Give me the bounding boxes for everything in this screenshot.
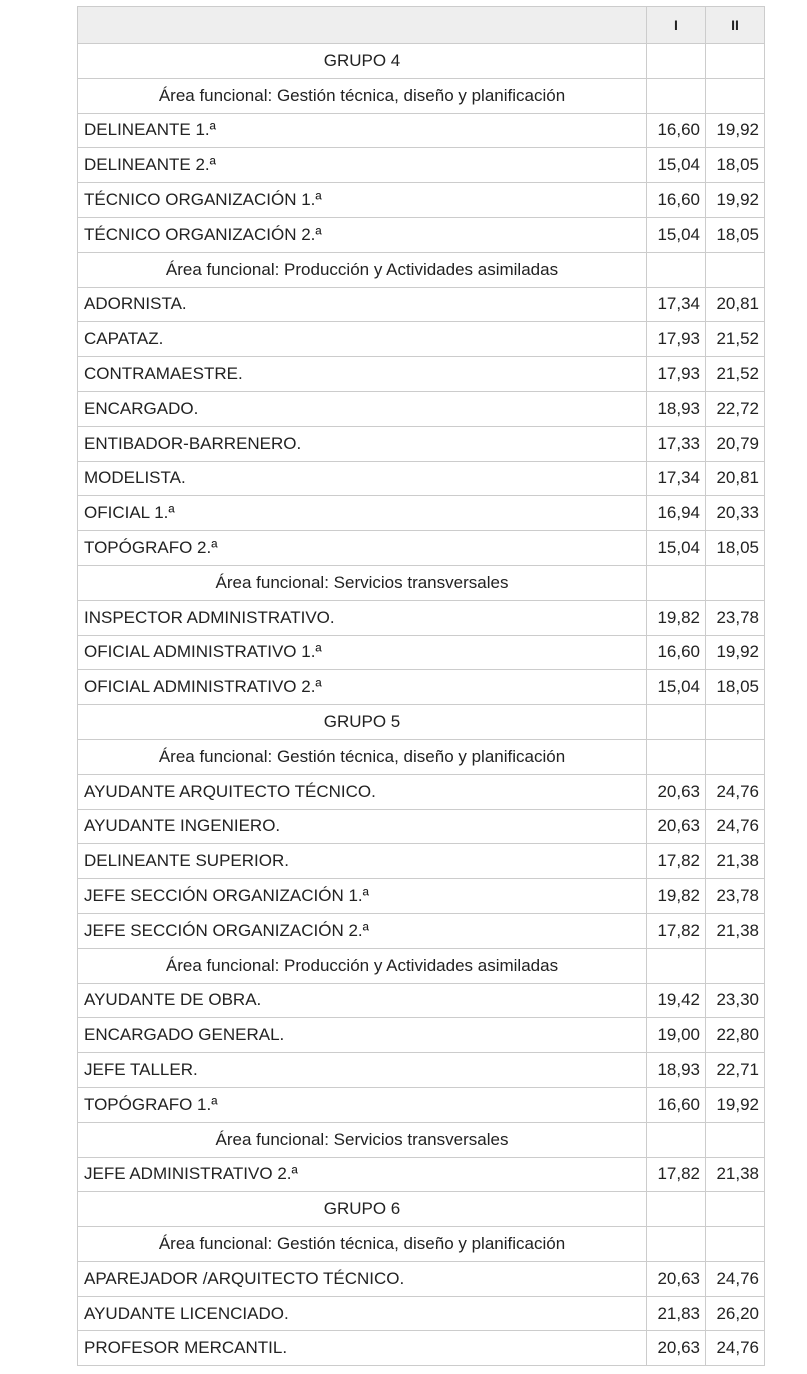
category-name: DELINEANTE SUPERIOR. bbox=[78, 844, 647, 879]
value-level-ii: 26,20 bbox=[706, 1296, 765, 1331]
category-name: TOPÓGRAFO 1.ª bbox=[78, 1087, 647, 1122]
area-heading-row bbox=[78, 948, 765, 983]
value-level-i: 17,82 bbox=[647, 844, 706, 879]
category-name: APAREJADOR /ARQUITECTO TÉCNICO. bbox=[78, 1261, 647, 1296]
category-name: MODELISTA. bbox=[78, 461, 647, 496]
value-level-ii: 21,38 bbox=[706, 913, 765, 948]
value-level-i: 20,63 bbox=[647, 1261, 706, 1296]
value-level-i bbox=[647, 78, 706, 113]
value-level-ii: 20,79 bbox=[706, 426, 765, 461]
category-name: TÉCNICO ORGANIZACIÓN 2.ª bbox=[78, 217, 647, 252]
table-row bbox=[78, 217, 765, 252]
table-body bbox=[78, 44, 765, 1366]
category-name: JEFE SECCIÓN ORGANIZACIÓN 1.ª bbox=[78, 879, 647, 914]
value-level-i: 19,82 bbox=[647, 879, 706, 914]
table-row bbox=[78, 148, 765, 183]
value-level-i: 16,94 bbox=[647, 496, 706, 531]
area-heading-row bbox=[78, 739, 765, 774]
value-level-i: 16,60 bbox=[647, 183, 706, 218]
category-name: AYUDANTE ARQUITECTO TÉCNICO. bbox=[78, 774, 647, 809]
area-title: Área funcional: Gestión técnica, diseño y planificación bbox=[78, 739, 647, 774]
table-row bbox=[78, 322, 765, 357]
value-level-i: 16,60 bbox=[647, 635, 706, 670]
table-row bbox=[78, 600, 765, 635]
area-heading-row bbox=[78, 565, 765, 600]
value-level-ii: 24,76 bbox=[706, 1331, 765, 1366]
value-level-ii bbox=[706, 565, 765, 600]
category-name: CONTRAMAESTRE. bbox=[78, 357, 647, 392]
table-row bbox=[78, 1087, 765, 1122]
table-row bbox=[78, 287, 765, 322]
value-level-i bbox=[647, 1122, 706, 1157]
category-name: ENCARGADO. bbox=[78, 391, 647, 426]
group-heading-row bbox=[78, 705, 765, 740]
area-heading-row bbox=[78, 1227, 765, 1262]
table-row bbox=[78, 426, 765, 461]
value-level-ii: 21,38 bbox=[706, 1157, 765, 1192]
value-level-i: 15,04 bbox=[647, 217, 706, 252]
group-heading-row bbox=[78, 44, 765, 79]
header-level-ii: II bbox=[706, 7, 765, 44]
value-level-i: 19,82 bbox=[647, 600, 706, 635]
value-level-ii: 18,05 bbox=[706, 148, 765, 183]
value-level-ii: 21,52 bbox=[706, 357, 765, 392]
value-level-i bbox=[647, 565, 706, 600]
value-level-i: 20,63 bbox=[647, 1331, 706, 1366]
value-level-ii: 19,92 bbox=[706, 113, 765, 148]
value-level-ii: 22,72 bbox=[706, 391, 765, 426]
table-row bbox=[78, 1018, 765, 1053]
category-name: OFICIAL ADMINISTRATIVO 1.ª bbox=[78, 635, 647, 670]
area-title: Área funcional: Producción y Actividades asimiladas bbox=[78, 948, 647, 983]
value-level-ii bbox=[706, 739, 765, 774]
value-level-i: 16,60 bbox=[647, 1087, 706, 1122]
category-name: CAPATAZ. bbox=[78, 322, 647, 357]
group-title: GRUPO 5 bbox=[78, 705, 647, 740]
value-level-ii bbox=[706, 1122, 765, 1157]
value-level-i: 15,04 bbox=[647, 148, 706, 183]
value-level-ii: 19,92 bbox=[706, 183, 765, 218]
value-level-ii: 18,05 bbox=[706, 670, 765, 705]
table-row bbox=[78, 1053, 765, 1088]
area-heading-row bbox=[78, 1122, 765, 1157]
value-level-ii bbox=[706, 78, 765, 113]
value-level-i bbox=[647, 948, 706, 983]
category-name: DELINEANTE 2.ª bbox=[78, 148, 647, 183]
value-level-ii: 19,92 bbox=[706, 1087, 765, 1122]
table-row bbox=[78, 879, 765, 914]
group-title: GRUPO 4 bbox=[78, 44, 647, 79]
value-level-ii: 21,38 bbox=[706, 844, 765, 879]
value-level-ii: 23,78 bbox=[706, 600, 765, 635]
category-name: JEFE ADMINISTRATIVO 2.ª bbox=[78, 1157, 647, 1192]
value-level-ii: 20,81 bbox=[706, 287, 765, 322]
table-row bbox=[78, 496, 765, 531]
table-row bbox=[78, 983, 765, 1018]
value-level-i bbox=[647, 1227, 706, 1262]
value-level-ii: 22,80 bbox=[706, 1018, 765, 1053]
table-row bbox=[78, 113, 765, 148]
table-row bbox=[78, 183, 765, 218]
category-name: ENTIBADOR-BARRENERO. bbox=[78, 426, 647, 461]
value-level-ii: 24,76 bbox=[706, 809, 765, 844]
value-level-ii: 19,92 bbox=[706, 635, 765, 670]
value-level-i: 19,00 bbox=[647, 1018, 706, 1053]
value-level-ii: 24,76 bbox=[706, 774, 765, 809]
table-row bbox=[78, 1331, 765, 1366]
area-title: Área funcional: Producción y Actividades asimiladas bbox=[78, 252, 647, 287]
area-heading-row bbox=[78, 252, 765, 287]
value-level-i: 17,82 bbox=[647, 913, 706, 948]
value-level-ii: 21,52 bbox=[706, 322, 765, 357]
value-level-i: 15,04 bbox=[647, 670, 706, 705]
category-name: OFICIAL 1.ª bbox=[78, 496, 647, 531]
table-row bbox=[78, 531, 765, 566]
table-row bbox=[78, 809, 765, 844]
salary-table bbox=[77, 6, 765, 1366]
value-level-i: 20,63 bbox=[647, 809, 706, 844]
value-level-i: 21,83 bbox=[647, 1296, 706, 1331]
category-name: TOPÓGRAFO 2.ª bbox=[78, 531, 647, 566]
value-level-ii bbox=[706, 1227, 765, 1262]
value-level-ii: 20,33 bbox=[706, 496, 765, 531]
group-title: GRUPO 6 bbox=[78, 1192, 647, 1227]
value-level-i: 17,93 bbox=[647, 357, 706, 392]
area-title: Área funcional: Gestión técnica, diseño y planificación bbox=[78, 78, 647, 113]
table-row bbox=[78, 391, 765, 426]
value-level-ii: 24,76 bbox=[706, 1261, 765, 1296]
value-level-i: 18,93 bbox=[647, 1053, 706, 1088]
value-level-ii: 23,78 bbox=[706, 879, 765, 914]
value-level-i: 16,60 bbox=[647, 113, 706, 148]
category-name: AYUDANTE LICENCIADO. bbox=[78, 1296, 647, 1331]
value-level-i: 19,42 bbox=[647, 983, 706, 1018]
value-level-i: 17,33 bbox=[647, 426, 706, 461]
table-row bbox=[78, 774, 765, 809]
value-level-ii bbox=[706, 948, 765, 983]
category-name: JEFE TALLER. bbox=[78, 1053, 647, 1088]
area-title: Área funcional: Servicios transversales bbox=[78, 565, 647, 600]
area-title: Área funcional: Servicios transversales bbox=[78, 1122, 647, 1157]
area-heading-row bbox=[78, 78, 765, 113]
category-name: PROFESOR MERCANTIL. bbox=[78, 1331, 647, 1366]
value-level-i: 17,34 bbox=[647, 461, 706, 496]
value-level-i: 20,63 bbox=[647, 774, 706, 809]
table-row bbox=[78, 913, 765, 948]
value-level-i: 18,93 bbox=[647, 391, 706, 426]
table-row bbox=[78, 1157, 765, 1192]
value-level-i: 17,93 bbox=[647, 322, 706, 357]
value-level-i bbox=[647, 1192, 706, 1227]
value-level-i: 15,04 bbox=[647, 531, 706, 566]
value-level-i: 17,34 bbox=[647, 287, 706, 322]
value-level-i: 17,82 bbox=[647, 1157, 706, 1192]
value-level-ii: 22,71 bbox=[706, 1053, 765, 1088]
value-level-i bbox=[647, 739, 706, 774]
header-level-i: I bbox=[647, 7, 706, 44]
table-row bbox=[78, 844, 765, 879]
value-level-ii: 18,05 bbox=[706, 531, 765, 566]
value-level-i bbox=[647, 705, 706, 740]
value-level-i bbox=[647, 44, 706, 79]
category-name: AYUDANTE DE OBRA. bbox=[78, 983, 647, 1018]
value-level-ii: 20,81 bbox=[706, 461, 765, 496]
category-name: TÉCNICO ORGANIZACIÓN 1.ª bbox=[78, 183, 647, 218]
category-name: ENCARGADO GENERAL. bbox=[78, 1018, 647, 1053]
value-level-ii: 18,05 bbox=[706, 217, 765, 252]
value-level-ii bbox=[706, 44, 765, 79]
category-name: JEFE SECCIÓN ORGANIZACIÓN 2.ª bbox=[78, 913, 647, 948]
category-name: AYUDANTE INGENIERO. bbox=[78, 809, 647, 844]
category-name: ADORNISTA. bbox=[78, 287, 647, 322]
area-title: Área funcional: Gestión técnica, diseño y planificación bbox=[78, 1227, 647, 1262]
value-level-ii bbox=[706, 705, 765, 740]
table-row bbox=[78, 461, 765, 496]
category-name: INSPECTOR ADMINISTRATIVO. bbox=[78, 600, 647, 635]
value-level-ii: 23,30 bbox=[706, 983, 765, 1018]
value-level-ii bbox=[706, 1192, 765, 1227]
group-heading-row bbox=[78, 1192, 765, 1227]
header-category bbox=[78, 7, 647, 44]
value-level-ii bbox=[706, 252, 765, 287]
category-name: OFICIAL ADMINISTRATIVO 2.ª bbox=[78, 670, 647, 705]
table-row bbox=[78, 357, 765, 392]
value-level-i bbox=[647, 252, 706, 287]
table-header-row bbox=[78, 7, 765, 44]
table-row bbox=[78, 1296, 765, 1331]
table-row bbox=[78, 670, 765, 705]
table-row bbox=[78, 635, 765, 670]
table-row bbox=[78, 1261, 765, 1296]
category-name: DELINEANTE 1.ª bbox=[78, 113, 647, 148]
